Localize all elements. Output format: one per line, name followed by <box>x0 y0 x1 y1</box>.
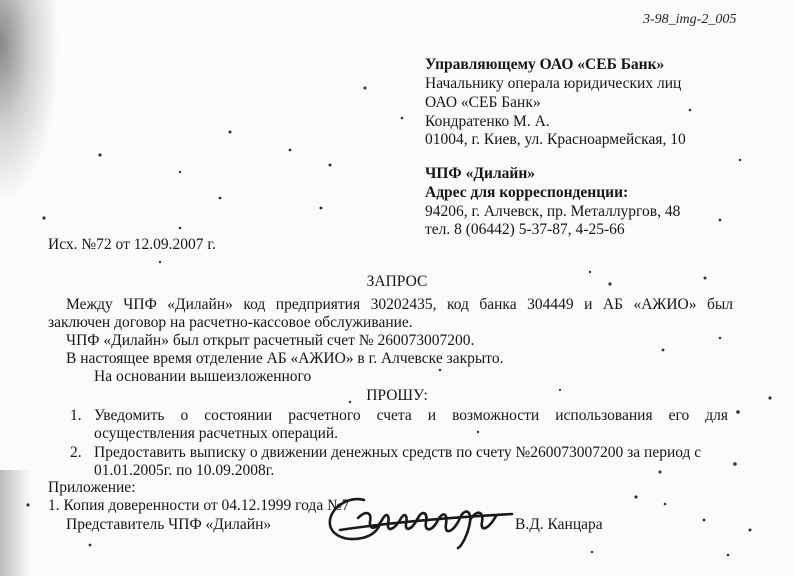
request-1-line-2: осуществления расчетных операций. <box>94 425 339 442</box>
addressee-line-2: Начальнику операла юридических лиц <box>425 75 682 92</box>
addressee-line-3: ОАО «СЕБ Банк» <box>425 94 541 111</box>
body-paragraph-2: ЧПФ «Дилайн» был открыт расчетный счет № 260073007200. <box>66 332 475 349</box>
body-paragraph-1-line-2: заключен договор на расчетно-кассовое обслуживание. <box>48 314 413 331</box>
request-2-line-1: Предоставить выписку о движении денежных средств по счету №260073007200 за период с <box>94 444 702 461</box>
sender-name: ЧПФ «Дилайн» <box>425 165 536 182</box>
sender-phone: тел. 8 (06442) 5-37-87, 4-25-66 <box>425 221 625 238</box>
handwritten-signature <box>320 488 520 550</box>
signature-role: Представитель ЧПФ «Дилайн» <box>66 516 272 533</box>
request-1-number: 1. <box>70 407 82 424</box>
attachment-item: 1. Копия доверенности от 04.12.1999 года №7 <box>48 497 350 514</box>
request-1-line-1: Уведомить о состоянии расчетного счета и возможности использования его для <box>94 407 728 424</box>
addressee-line-5: 01004, г. Киев, ул. Красноармейская, 10 <box>425 131 686 148</box>
document-reference: 3-98_img-2_005 <box>643 12 737 27</box>
scan-edge-shadow <box>0 0 58 200</box>
request-2-line-2: 01.01.2005г. по 10.09.2008г. <box>94 462 275 479</box>
body-paragraph-1-line-1: Между ЧПФ «Дилайн» код предприятия 30202435, код банка 304449 и АБ «АЖИО» был <box>66 296 733 313</box>
signature-name: В.Д. Канцара <box>515 516 603 533</box>
scan-edge-shadow-bottom <box>0 470 30 576</box>
document-title: ЗАПРОС <box>366 273 428 290</box>
sender-address-label: Адрес для корреспонденции: <box>425 184 629 201</box>
addressee-line-4: Кондратенко М. А. <box>425 113 550 130</box>
body-paragraph-4: На основании вышеизложенного <box>94 368 312 385</box>
outgoing-number: Исх. №72 от 12.09.2007 г. <box>48 236 216 253</box>
request-title: ПРОШУ: <box>366 387 428 404</box>
sender-address: 94206, г. Алчевск, пр. Металлургов, 48 <box>425 203 681 220</box>
attachment-label: Приложение: <box>48 479 136 496</box>
addressee-line-1: Управляющему ОАО «СЕБ Банк» <box>425 56 665 73</box>
request-2-number: 2. <box>70 444 82 461</box>
body-paragraph-3: В настоящее время отделение АБ «АЖИО» в г. Алчевске закрыто. <box>66 350 504 367</box>
